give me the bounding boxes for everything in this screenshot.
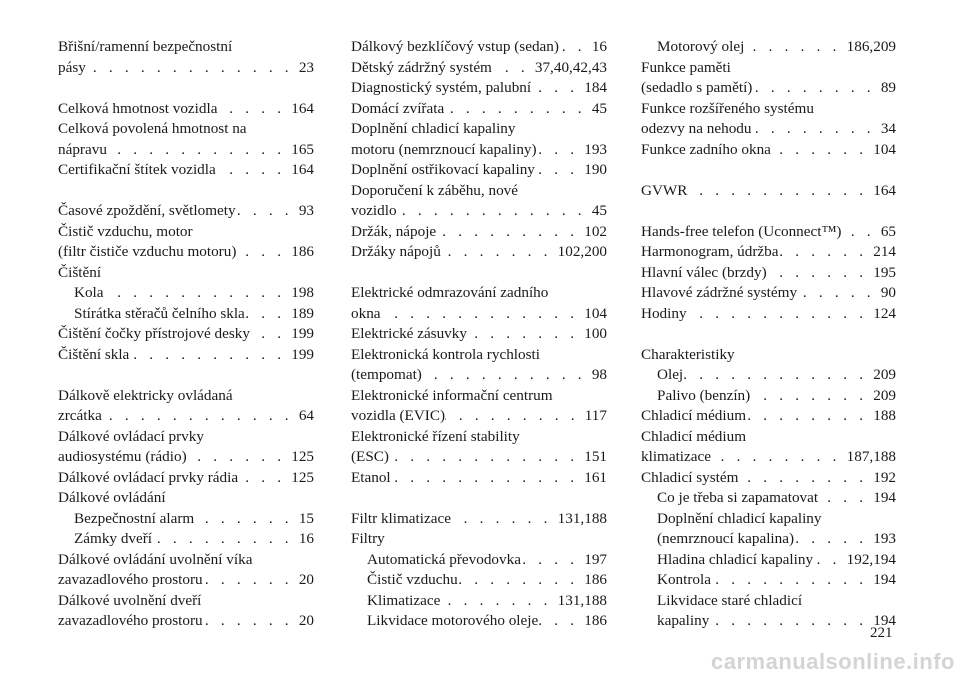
entry-page: 104 xyxy=(873,140,896,158)
entry-text: Stírátka stěračů čelního skla xyxy=(74,304,245,322)
index-entry xyxy=(58,119,314,140)
entry-page: 45 xyxy=(591,99,607,117)
dot-leader xyxy=(683,365,873,386)
index-entry xyxy=(641,386,896,407)
dot-leader xyxy=(709,611,873,632)
entry-text: Dálkový bezklíčový vstup (sedan) xyxy=(351,38,559,55)
index-entry xyxy=(58,550,314,571)
entry-page: 197 xyxy=(584,550,607,568)
entry-page: 189 xyxy=(291,304,314,322)
index-entry xyxy=(641,242,896,263)
entry-text: Domácí zvířata xyxy=(351,99,445,117)
entry-text: Dálkové uvolnění dveří xyxy=(58,591,202,609)
entry-text: Břišní/ramenní bezpečnostní xyxy=(58,38,233,55)
entry-page: 34 xyxy=(880,120,896,137)
index-entry xyxy=(351,201,607,222)
entry-text: Filtry xyxy=(351,530,385,547)
entry-text: (ESC) xyxy=(351,448,389,465)
dot-leader xyxy=(537,140,585,161)
entry-page: 124 xyxy=(873,304,896,322)
entry-text: zavazadlového prostoru xyxy=(58,612,203,629)
entry-page: 187,188 xyxy=(846,448,896,465)
entry-page: 102 xyxy=(584,222,607,240)
index-entry xyxy=(641,37,896,58)
index-entry xyxy=(351,529,607,550)
index-entry xyxy=(351,119,607,140)
entry-text: audiosystému (rádio) xyxy=(58,448,187,465)
dot-leader xyxy=(771,140,873,161)
dot-leader xyxy=(397,201,592,222)
dot-leader xyxy=(216,160,291,181)
entry-page: 164 xyxy=(291,99,314,117)
dot-leader xyxy=(559,37,592,58)
index-entry xyxy=(351,222,607,243)
dot-leader xyxy=(818,488,873,509)
entry-page: 194 xyxy=(873,612,896,629)
entry-text: Dálkové ovládání uvolnění víka xyxy=(58,550,253,568)
index-entry xyxy=(641,119,896,140)
dot-leader xyxy=(441,242,558,263)
index-entry xyxy=(641,509,896,530)
index-entry xyxy=(351,345,607,366)
entry-page: 192,194 xyxy=(846,550,896,568)
entry-page: 161 xyxy=(584,468,607,486)
index-entry xyxy=(58,160,314,181)
entry-text: Motorový olej xyxy=(657,38,745,55)
entry-text: Automatická převodovka xyxy=(367,550,521,568)
index-entry xyxy=(351,550,607,571)
entry-text: Elektrické odmrazování zadního xyxy=(351,284,549,301)
index-entry xyxy=(641,488,896,509)
dot-leader xyxy=(107,140,291,161)
entry-page: 192 xyxy=(873,468,896,486)
entry-text: Držák, nápoje xyxy=(351,222,437,240)
entry-page: 15 xyxy=(298,509,314,527)
index-entry xyxy=(58,447,314,468)
dot-leader xyxy=(250,324,291,345)
entry-text: Funkce paměti xyxy=(641,58,731,76)
entry-page: 188 xyxy=(873,407,896,424)
dot-leader xyxy=(813,550,847,571)
entry-page: 45 xyxy=(591,202,607,219)
entry-text: Funkce zadního okna xyxy=(641,140,771,158)
entry-page: 194 xyxy=(873,489,896,506)
index-entry xyxy=(351,58,607,79)
entry-text: (tempomat) xyxy=(351,366,422,383)
entry-page: 117 xyxy=(584,407,607,424)
index-entry xyxy=(58,468,314,489)
entry-text: zavazadlového prostoru xyxy=(58,571,203,588)
entry-text: Celková povolená hmotnost na xyxy=(58,120,247,137)
dot-leader xyxy=(436,222,584,243)
entry-page: 199 xyxy=(291,325,314,342)
entry-text: Doporučení k záběhu, nové xyxy=(351,181,519,199)
entry-page: 16 xyxy=(298,530,314,547)
index-entry xyxy=(641,58,896,79)
dot-leader xyxy=(767,263,874,284)
dot-leader xyxy=(797,283,881,304)
entry-text: Hlavové zádržné systémy xyxy=(641,284,798,301)
dot-leader xyxy=(86,58,299,79)
dot-leader xyxy=(451,509,558,530)
entry-text: Čistič vzduchu xyxy=(367,571,458,588)
index-entry xyxy=(351,78,607,99)
index-entry xyxy=(641,263,896,284)
entry-page: 194 xyxy=(873,571,896,588)
dot-leader xyxy=(711,447,847,468)
index-entry xyxy=(351,37,607,58)
entry-text: (filtr čističe vzduchu motoru) xyxy=(58,243,237,260)
dot-leader xyxy=(531,78,584,99)
index-entry xyxy=(351,324,607,345)
dot-leader xyxy=(841,222,880,243)
entry-text: odezvy na nehodu xyxy=(641,120,752,137)
entry-text: Harmonogram, údržba xyxy=(641,243,779,260)
dot-leader xyxy=(535,160,584,181)
index-entry xyxy=(351,365,607,386)
index-entry xyxy=(641,345,896,366)
dot-leader xyxy=(752,78,880,99)
index-column-1 xyxy=(58,37,314,632)
index-entry xyxy=(351,181,607,202)
entry-text: Chladicí médium xyxy=(641,427,747,445)
entry-page: 37,40,42,43 xyxy=(534,58,607,76)
index-entry xyxy=(351,611,607,632)
entry-text: Certifikační štítek vozidla xyxy=(58,161,216,178)
entry-text: klimatizace xyxy=(641,448,711,465)
dot-leader xyxy=(203,611,299,632)
index-entry xyxy=(641,427,896,448)
index-entry xyxy=(58,406,314,427)
index-entry xyxy=(641,283,896,304)
entry-text: Čistič vzduchu, motor xyxy=(58,222,193,240)
entry-text: vozidla (EVIC) xyxy=(351,407,446,424)
index-entry xyxy=(351,509,607,530)
entry-page: 193 xyxy=(873,530,896,547)
dot-leader xyxy=(752,119,881,140)
index-entry xyxy=(351,160,607,181)
entry-page: 164 xyxy=(873,181,896,199)
entry-text: Doplnění chladicí kapaliny xyxy=(657,509,822,527)
entry-text: Elektronická kontrola rychlosti xyxy=(351,345,540,363)
dot-leader xyxy=(458,570,585,591)
entry-page: 165 xyxy=(291,140,314,158)
index-entry xyxy=(58,58,314,79)
dot-leader xyxy=(467,324,584,345)
index-entry xyxy=(351,304,607,325)
index-entry xyxy=(351,386,607,407)
index-entry xyxy=(58,304,314,325)
entry-page: 190 xyxy=(584,161,607,178)
index-entry xyxy=(58,263,314,284)
dot-leader xyxy=(711,570,873,591)
index-entry xyxy=(58,37,314,58)
index-entry xyxy=(351,591,607,612)
dot-leader xyxy=(750,386,873,407)
entry-page: 184 xyxy=(584,79,607,96)
entry-text: Olej xyxy=(657,366,684,383)
index-entry xyxy=(641,222,896,243)
entry-text: zrcátka xyxy=(58,407,102,424)
index-entry xyxy=(641,550,896,571)
entry-text: Etanol xyxy=(351,468,391,486)
index-entry xyxy=(641,611,896,632)
entry-page: 98 xyxy=(591,366,607,383)
entry-page: 93 xyxy=(298,202,314,219)
entry-page: 23 xyxy=(298,58,314,76)
entry-page: 199 xyxy=(291,345,314,363)
dot-leader xyxy=(794,529,873,550)
entry-text: Doplnění chladicí kapaliny xyxy=(351,120,516,137)
dot-leader xyxy=(687,304,874,325)
dot-leader xyxy=(129,345,291,366)
index-entry xyxy=(641,181,896,202)
index-entry xyxy=(58,242,314,263)
entry-text: Hands-free telefon (Uconnect™) xyxy=(641,222,842,240)
entry-page: 125 xyxy=(291,468,314,486)
entry-text: Kola xyxy=(74,284,104,301)
dot-leader xyxy=(381,304,585,325)
dot-leader xyxy=(238,468,291,489)
entry-text: Palivo (benzín) xyxy=(657,386,751,404)
entry-text: Hladina chladicí kapaliny xyxy=(657,550,814,568)
dot-leader xyxy=(389,447,584,468)
entry-page: 186 xyxy=(291,243,314,260)
entry-text: okna xyxy=(351,304,381,322)
index-entry xyxy=(641,78,896,99)
dot-leader xyxy=(444,99,592,120)
entry-text: (nemrznoucí kapalina) xyxy=(657,530,795,547)
entry-page: 104 xyxy=(584,304,607,322)
entry-text: Dálkově elektricky ovládaná xyxy=(58,386,233,404)
index-entry xyxy=(58,591,314,612)
entry-page: 198 xyxy=(291,284,314,301)
dot-leader xyxy=(445,406,585,427)
entry-page: 131,188 xyxy=(557,509,607,527)
index-entry xyxy=(58,488,314,509)
entry-text: GVWR xyxy=(641,181,688,199)
dot-leader xyxy=(687,181,873,202)
dot-leader xyxy=(102,406,299,427)
entry-page: 186 xyxy=(584,612,607,629)
index-entry xyxy=(351,427,607,448)
index-column-3 xyxy=(641,37,896,632)
index-entry xyxy=(351,468,607,489)
dot-leader xyxy=(440,591,557,612)
index-entry xyxy=(58,222,314,243)
entry-text: Dálkové ovládání xyxy=(58,489,166,506)
index-entry xyxy=(58,611,314,632)
entry-text: motoru (nemrznoucí kapaliny) xyxy=(351,140,537,158)
dot-leader xyxy=(521,550,584,571)
entry-page: 195 xyxy=(873,263,896,281)
entry-text: Chladicí médium xyxy=(641,407,747,424)
index-entry xyxy=(58,570,314,591)
entry-page: 100 xyxy=(584,325,607,342)
dot-leader xyxy=(538,611,584,632)
entry-text: pásy xyxy=(58,58,86,76)
index-entry xyxy=(351,140,607,161)
index-entry xyxy=(58,509,314,530)
index-entry xyxy=(641,304,896,325)
entry-page: 131,188 xyxy=(557,591,607,609)
entry-text: Bezpečnostní alarm xyxy=(74,509,195,527)
index-column-2 xyxy=(351,37,607,632)
index-entry xyxy=(641,365,896,386)
dot-leader xyxy=(203,570,299,591)
entry-text: Dálkové ovládací prvky rádia xyxy=(58,468,239,486)
entry-page: 90 xyxy=(880,284,896,301)
entry-text: Charakteristiky xyxy=(641,345,735,363)
entry-text: Čištění skla xyxy=(58,345,130,363)
entry-text: Dálkové ovládací prvky xyxy=(58,427,204,445)
entry-text: Zámky dveří xyxy=(74,530,153,547)
index-entry xyxy=(58,140,314,161)
entry-page: 102,200 xyxy=(557,243,607,260)
dot-leader xyxy=(104,283,292,304)
index-entry xyxy=(641,140,896,161)
dot-leader xyxy=(746,406,873,427)
dot-leader xyxy=(236,242,291,263)
entry-text: Celková hmotnost vozidla xyxy=(58,99,218,117)
entry-page: 64 xyxy=(298,407,314,424)
entry-text: Hodiny xyxy=(641,304,687,322)
index-entry xyxy=(641,447,896,468)
entry-page: 214 xyxy=(873,243,896,260)
entry-text: Klimatizace xyxy=(367,591,441,609)
entry-text: (sedadlo s pamětí) xyxy=(641,79,753,96)
entry-text: nápravu xyxy=(58,140,107,158)
index-entry xyxy=(58,99,314,120)
dot-leader xyxy=(194,509,299,530)
entry-text: Chladicí systém xyxy=(641,468,739,486)
dot-leader xyxy=(236,201,299,222)
entry-text: Elektrické zásuvky xyxy=(351,325,467,342)
entry-text: Čištění xyxy=(58,263,102,281)
index-entry xyxy=(641,406,896,427)
entry-page: 20 xyxy=(298,571,314,588)
index-entry xyxy=(351,283,607,304)
index-entry xyxy=(58,427,314,448)
dot-leader xyxy=(422,365,592,386)
index-entry xyxy=(58,324,314,345)
dot-leader xyxy=(738,468,873,489)
entry-text: Doplnění ostřikovací kapaliny xyxy=(351,161,535,178)
index-entry xyxy=(351,99,607,120)
entry-page: 193 xyxy=(584,140,607,158)
index-entry xyxy=(641,529,896,550)
entry-page: 186 xyxy=(584,571,607,588)
dot-leader xyxy=(744,37,846,58)
entry-page: 151 xyxy=(584,448,607,465)
entry-text: Čištění čočky přístrojové desky xyxy=(58,325,250,342)
entry-text: Držáky nápojů xyxy=(351,243,441,260)
entry-page: 20 xyxy=(298,612,314,629)
dot-leader xyxy=(217,99,291,120)
index-entry xyxy=(351,447,607,468)
index-entry xyxy=(58,386,314,407)
index-entry xyxy=(351,570,607,591)
entry-text: vozidlo xyxy=(351,202,397,219)
dot-leader xyxy=(391,468,585,489)
dot-leader xyxy=(778,242,873,263)
index-entry xyxy=(641,99,896,120)
index-entry xyxy=(351,406,607,427)
dot-leader xyxy=(187,447,292,468)
index-entry xyxy=(641,468,896,489)
entry-page: 209 xyxy=(873,386,896,404)
entry-text: Co je třeba si zapamatovat xyxy=(657,489,819,506)
entry-text: Diagnostický systém, palubní xyxy=(351,79,532,96)
index-entry xyxy=(58,345,314,366)
page-number: 221 xyxy=(870,625,893,641)
entry-page: 209 xyxy=(873,366,896,383)
entry-page: 125 xyxy=(291,448,314,465)
index-entry xyxy=(58,529,314,550)
entry-text: Kontrola xyxy=(657,571,711,588)
index-entry xyxy=(58,201,314,222)
dot-leader xyxy=(152,529,299,550)
index-entry xyxy=(351,242,607,263)
entry-text: Elektronické informační centrum xyxy=(351,386,553,404)
index-entry xyxy=(641,591,896,612)
entry-page: 16 xyxy=(591,38,607,55)
index-entry xyxy=(58,283,314,304)
entry-page: 89 xyxy=(880,79,896,96)
dot-leader xyxy=(492,58,535,79)
entry-page: 164 xyxy=(291,161,314,178)
entry-text: Filtr klimatizace xyxy=(351,509,451,527)
entry-text: Hlavní válec (brzdy) xyxy=(641,263,767,281)
entry-text: Časové zpoždění, světlomety xyxy=(58,202,236,219)
entry-text: Elektronické řízení stability xyxy=(351,427,520,445)
watermark[interactable]: carmanualsonline.info xyxy=(711,649,955,674)
entry-text: Funkce rozšířeného systému xyxy=(641,99,814,117)
dot-leader xyxy=(245,304,291,325)
entry-text: Likvidace motorového oleje xyxy=(367,612,539,629)
entry-text: kapaliny xyxy=(657,612,710,629)
entry-text: Likvidace staré chladicí xyxy=(657,591,803,609)
entry-text: Dětský zádržný systém xyxy=(351,58,492,76)
entry-page: 186,209 xyxy=(846,38,896,55)
entry-page: 65 xyxy=(880,222,896,240)
index-entry xyxy=(641,570,896,591)
